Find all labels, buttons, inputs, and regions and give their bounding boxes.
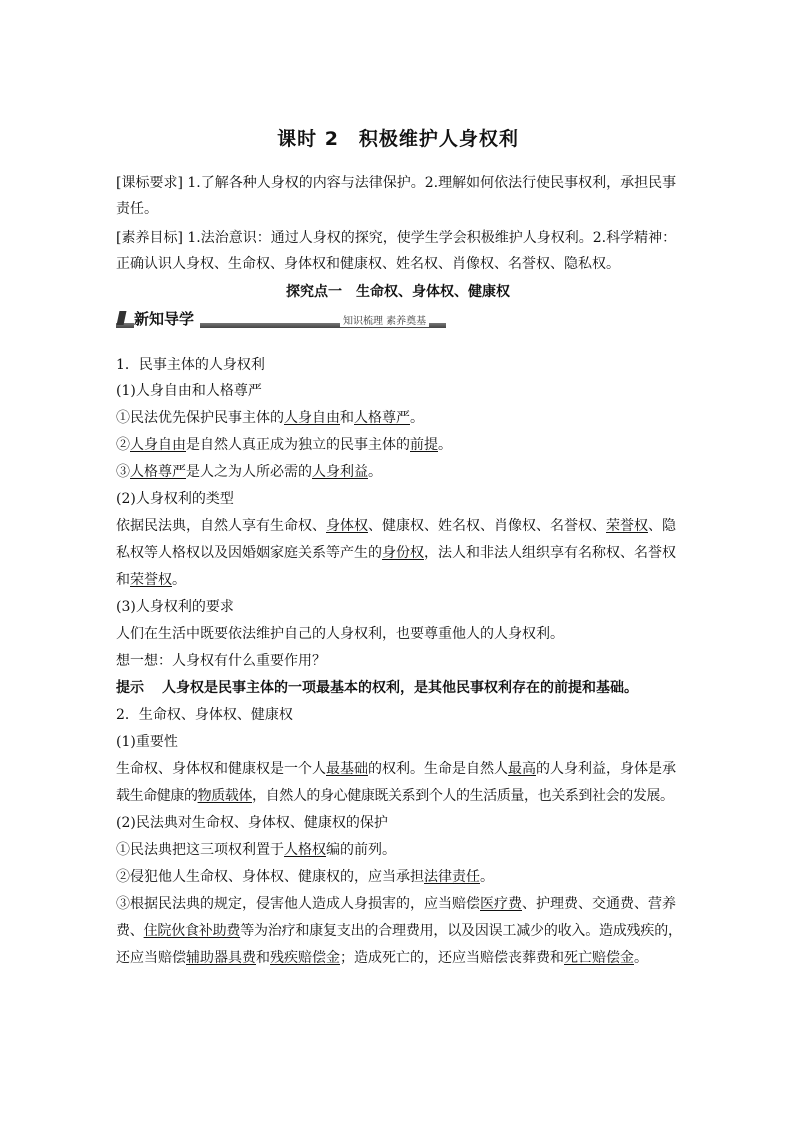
- text: 费、: [116, 923, 144, 939]
- text: ②侵犯他人生命权、身体权、健康权的，应当承担: [116, 869, 424, 885]
- text: 编的前列。: [326, 842, 396, 858]
- s1-sub1: (1)人身自由和人格尊严: [116, 383, 262, 399]
- answer: 最高: [508, 761, 536, 777]
- banner-subtitle: 知识梳理 素养奠基: [340, 312, 429, 327]
- answer: 残疾赔偿金: [270, 950, 340, 966]
- s1-sub2: (2)人身权利的类型: [116, 491, 234, 507]
- s2-sub1: (1)重要性: [116, 734, 178, 750]
- s2-line1: [116, 756, 680, 782]
- answer: 物质载体: [197, 788, 253, 804]
- answer: 死亡赔偿金: [564, 950, 634, 966]
- s1-line1: [116, 405, 680, 431]
- answer: 人身自由: [284, 410, 340, 426]
- s2-heading: 2．生命权、身体权、健康权: [116, 707, 293, 723]
- s1-line3: [116, 459, 680, 485]
- literacy-goal-cont: 正确认识人身权、生命权、身体权和健康权、姓名权、肖像权、名誉权、隐私权。: [116, 256, 620, 272]
- text: 等为治疗和康复支出的合理费用，以及因误工减少的收入。造成残疾的，: [240, 923, 682, 939]
- s2-line7: [116, 945, 680, 971]
- lesson-title: 课时 2 积极维护人身权利: [277, 128, 519, 150]
- text: 载生命健康的: [116, 788, 198, 804]
- text: 。: [410, 410, 424, 426]
- text: 依据民法典，自然人享有生命权、: [116, 518, 326, 534]
- text: ，法人和非法人组织享有名称权、名誉权: [424, 545, 676, 561]
- curriculum-requirement-cont: 责任。: [116, 201, 158, 217]
- text: ；造成死亡的，还应当赔偿丧葬费和: [340, 950, 564, 966]
- s2-line2: [116, 783, 680, 809]
- goal-label: [素养目标]: [116, 230, 183, 246]
- s2-sub2: (2)民法典对生命权、身体权、健康权的保护: [116, 815, 388, 831]
- text: 的人身利益，身体是承: [536, 761, 676, 777]
- answer: 身份权: [382, 545, 424, 561]
- s1-line4: [116, 513, 680, 539]
- section-heading: 探究点一 生命权、身体权、健康权: [286, 284, 510, 300]
- banner-title: 新知导学: [134, 308, 200, 329]
- curriculum-requirement: [116, 170, 680, 196]
- answer: 前提: [410, 437, 438, 453]
- answer: 医疗费: [480, 896, 522, 912]
- s1-line6: [116, 567, 680, 593]
- hint-label: 提示: [116, 680, 144, 696]
- text: 是自然人真正成为独立的民事主体的: [186, 437, 410, 453]
- text: 的权利。生命是自然人: [368, 761, 508, 777]
- text: 和: [256, 950, 270, 966]
- text: 和: [340, 410, 354, 426]
- text: 、隐: [648, 518, 676, 534]
- answer: 人身利益: [312, 464, 368, 480]
- answer: 身体权: [326, 518, 368, 534]
- text: ③: [116, 464, 130, 480]
- text: 。: [368, 464, 382, 480]
- answer: 最基础: [326, 761, 368, 777]
- hint-text: 人身权是民事主体的一项最基本的权利，是其他民事权利存在的前提和基础。: [162, 680, 638, 696]
- s2-line6: [116, 918, 680, 944]
- answer: 荣誉权: [606, 518, 648, 534]
- answer: 住院伙食补助费: [143, 923, 241, 939]
- requirement-label: [课标要求]: [116, 175, 183, 191]
- text: ②: [116, 437, 130, 453]
- text: 和: [116, 572, 130, 588]
- text: ①民法优先保护民事主体的: [116, 410, 284, 426]
- text: 私权等人格权以及因婚姻家庭关系等产生的: [116, 545, 382, 561]
- text: 还应当赔偿: [116, 950, 186, 966]
- goal-text: 1.法治意识：通过人身权的探究，使学生学会积极维护人身权利。2.科学精神：: [187, 230, 677, 246]
- answer: 法律责任: [424, 869, 480, 885]
- s2-line4: [116, 864, 680, 890]
- hint: [116, 675, 680, 701]
- text: 。: [172, 572, 186, 588]
- text: 生命权、身体权和健康权是一个人: [116, 761, 326, 777]
- s2-line3: [116, 837, 680, 863]
- s2-line5: [116, 891, 680, 917]
- text: 。: [634, 950, 648, 966]
- text: ③根据民法典的规定，侵害他人造成人身损害的，应当赔偿: [116, 896, 480, 912]
- answer: 人格尊严: [130, 464, 186, 480]
- s1-line2: [116, 432, 680, 458]
- answer: 辅助器具费: [186, 950, 256, 966]
- text: 。: [480, 869, 494, 885]
- text: 、健康权、姓名权、肖像权、名誉权、: [368, 518, 606, 534]
- text: ，自然人的身心健康既关系到个人的生活质量，也关系到社会的发展。: [252, 788, 674, 804]
- s1-heading: 1．民事主体的人身权利: [116, 357, 265, 373]
- text: 是人之为人所必需的: [186, 464, 312, 480]
- answer: 荣誉权: [130, 572, 172, 588]
- answer: 人格权: [284, 842, 326, 858]
- text: 。: [438, 437, 452, 453]
- answer: 人格尊严: [354, 410, 410, 426]
- think-question: 想一想：人身权有什么重要作用？: [116, 653, 326, 669]
- text: ①民法典把这三项权利置于: [116, 842, 284, 858]
- s1-line7: 人们在生活中既要依法维护自己的人身权利，也要尊重他人的人身权利。: [116, 626, 564, 642]
- answer: 人身自由: [130, 437, 186, 453]
- s1-sub3: (3)人身权利的要求: [116, 599, 234, 615]
- requirement-text: 1.了解各种人身权的内容与法律保护。2.理解如何依法行使民事权利，承担民事: [187, 175, 677, 191]
- section-banner: [116, 310, 446, 328]
- text: 、护理费、交通费、营养: [522, 896, 676, 912]
- literacy-goal: [116, 225, 680, 251]
- s1-line5: [116, 540, 680, 566]
